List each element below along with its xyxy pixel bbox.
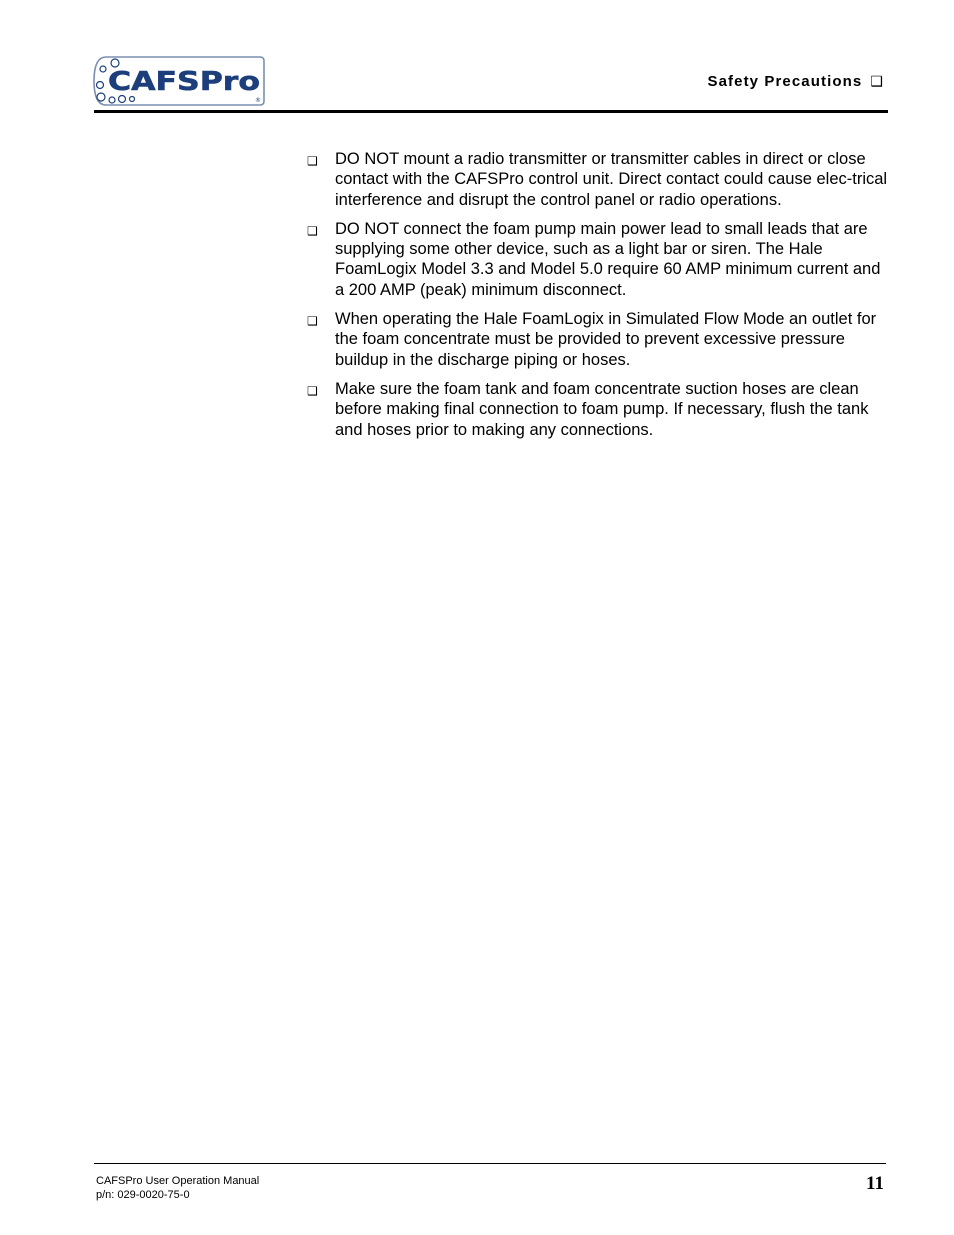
bullet-text: DO NOT mount a radio transmitter or transmitter cables in direct or close contact with the CAFSPro control unit. Direct contact could cause elec-trical interference and disrupt the control panel or radio operations.	[335, 150, 888, 209]
registered-mark: ®	[255, 97, 261, 104]
logo-wordmark: CAFSPro	[108, 67, 260, 97]
part-number: p/n: 029-0020-75-0	[96, 1188, 190, 1201]
footer-rule	[94, 1163, 886, 1164]
checkbox-glyph-icon: ❑	[870, 73, 884, 89]
bullet-text: DO NOT connect the foam pump main power lead to small leads that are supplying some other device, such as a light bar or siren. The Hale FoamLogix Model 3.3 and Model 5.0 require 60 AMP minimum current and a 200 AMP (peak) minimum disconnect.	[335, 219, 881, 299]
list-item	[307, 149, 889, 210]
list-item	[307, 379, 889, 440]
bullet-text: When operating the Hale FoamLogix in Simulated Flow Mode an outlet for the foam concentrate must be provided to prevent excessive pressure buildup in the discharge piping or hoses.	[335, 310, 877, 369]
safety-bullet-list	[307, 149, 889, 449]
footer-info	[96, 1175, 259, 1202]
bullet-text: Make sure the foam tank and foam concentrate suction hoses are clean before making final connection to foam pump. If necessary, flush the tank and hoses prior to making any connections.	[335, 379, 869, 439]
header-rule	[94, 110, 888, 113]
bullet-box-icon: ❑	[307, 314, 318, 329]
bullet-box-icon: ❑	[307, 383, 318, 398]
manual-title: CAFSPro User Operation Manual	[96, 1175, 260, 1187]
bullet-box-icon: ❑	[307, 154, 318, 168]
section-title	[707, 73, 884, 90]
cafspro-logo	[92, 55, 266, 107]
page-number: 11	[866, 1173, 884, 1194]
bullet-box-icon: ❑	[307, 223, 318, 238]
list-item	[307, 309, 889, 370]
cafspro-logo-graphic	[92, 55, 266, 107]
list-item	[307, 219, 889, 300]
section-title-text: Safety Precautions	[707, 73, 863, 90]
